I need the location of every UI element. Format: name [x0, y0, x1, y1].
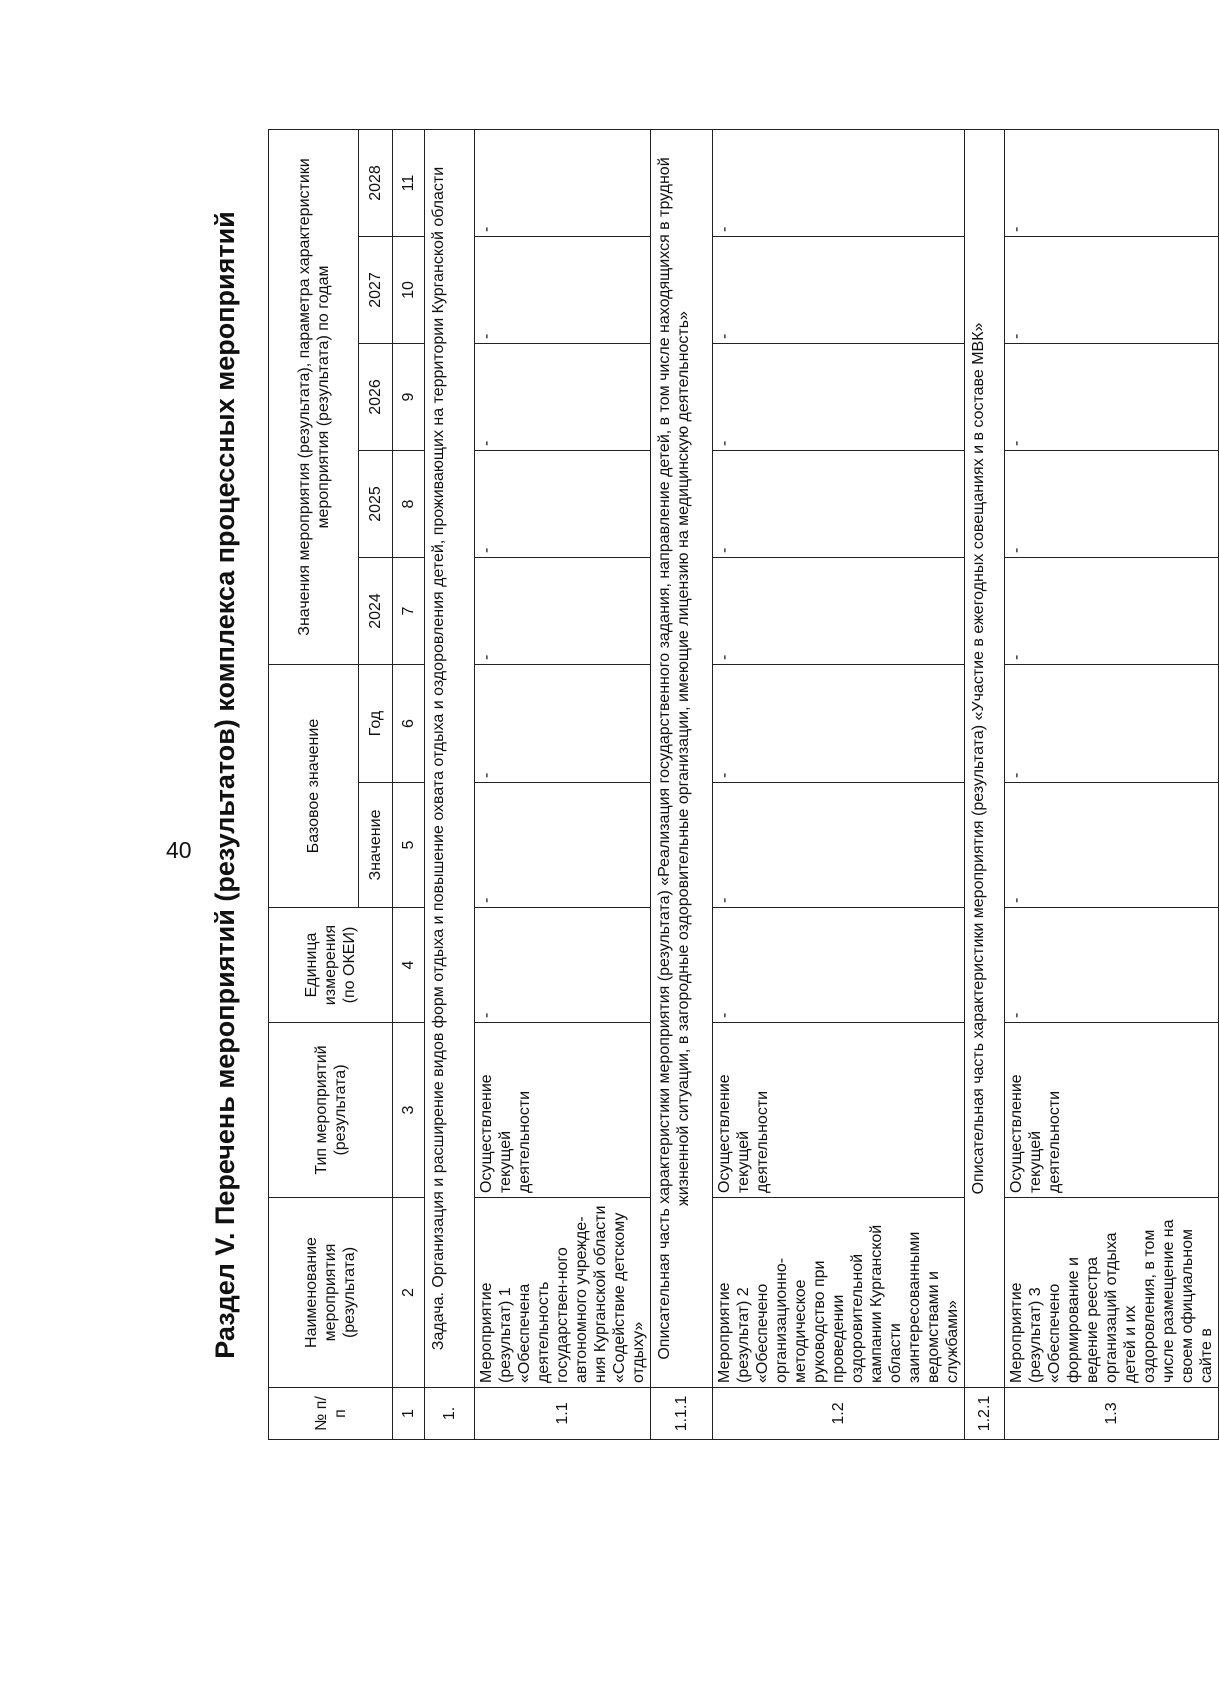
measure-name: Мероприятие (результат) 2 «Обеспечено организационно-методическое руководство при проведении оздоровительной кампании Курганской области заинтересованными ведомствами и службами»: [713, 1198, 965, 1388]
measures-table: [268, 129, 1219, 1440]
value-2026: -: [1005, 344, 1219, 451]
col-number: 2: [393, 1198, 425, 1388]
col-number: 4: [393, 908, 425, 1023]
base-value: -: [713, 783, 965, 908]
header-num: № п/п: [269, 1388, 393, 1440]
col-number: 11: [393, 130, 425, 237]
measure-type: Осуществление текущей деятельности: [1005, 1023, 1219, 1198]
value-2024: -: [475, 558, 651, 665]
value-2027: -: [475, 237, 651, 344]
col-number: 10: [393, 237, 425, 344]
description-row: [965, 130, 1005, 1440]
base-value: -: [475, 783, 651, 908]
col-number: 6: [393, 665, 425, 783]
description-text: Описательная часть характеристики мероприятия (результата) «Реализация государственного задания, направление детей, в том числе находящихся в трудной жизненной ситуации, в загородные оздоровительные организации, имеющие лицензию на медицинскую деятельность»: [651, 130, 713, 1388]
header-base-value: Значение: [359, 783, 393, 908]
value-2028: -: [1005, 130, 1219, 237]
table-row: [713, 130, 965, 1440]
row-number: 1.: [425, 1388, 475, 1440]
value-2026: -: [713, 344, 965, 451]
value-2024: -: [1005, 558, 1219, 665]
measure-name: Мероприятие (результат) 3 «Обеспечено формирование и ведение реестра организаций отдыха детей и их оздоровления, в том числе размещение на своем официальном сайте в: [1005, 1198, 1219, 1388]
measure-unit: -: [713, 908, 965, 1023]
task-text: Задача. Организация и расширение видов форм отдыха и повышение охвата отдыха и оздоровления детей, проживающих на территории Курганской области: [425, 130, 475, 1388]
header-base-year: Год: [359, 665, 393, 783]
header-values: Значения мероприятия (результата), параметра характеристики мероприятия (результата) по годам: [269, 130, 359, 665]
value-2027: -: [1005, 237, 1219, 344]
header-year: 2028: [359, 130, 393, 237]
header-type: Тип мероприятий (результата): [269, 1023, 393, 1198]
col-number: 9: [393, 344, 425, 451]
col-number: 7: [393, 558, 425, 665]
header-year: 2025: [359, 451, 393, 558]
section-title: Раздел V. Перечень мероприятий (результатов) комплекса процессных мероприятий: [210, 211, 240, 1359]
page-number: 40: [166, 837, 192, 863]
value-2025: -: [713, 451, 965, 558]
table-row: [475, 130, 651, 1440]
base-year: -: [713, 665, 965, 783]
measure-unit: -: [1005, 908, 1219, 1023]
base-value: -: [1005, 783, 1219, 908]
col-number: 3: [393, 1023, 425, 1198]
row-number: 1.2: [713, 1388, 965, 1440]
measure-name: Мероприятие (результат) 1 «Обеспечена деятельность государствен-ного автономного учрежде-ния Курганской области «Содействие детскому отдыху»: [475, 1198, 651, 1388]
base-year: -: [475, 665, 651, 783]
header-base: Базовое значение: [269, 665, 359, 908]
measure-type: Осуществление текущей деятельности: [475, 1023, 651, 1198]
column-number-row: [393, 130, 425, 1440]
measure-type: Осуществление текущей деятельности: [713, 1023, 965, 1198]
value-2027: -: [713, 237, 965, 344]
header-row: [269, 130, 359, 1440]
measure-unit: -: [475, 908, 651, 1023]
value-2024: -: [713, 558, 965, 665]
value-2028: -: [475, 130, 651, 237]
row-number: 1.3: [1005, 1388, 1219, 1440]
table-row: [1005, 130, 1219, 1440]
row-number: 1.2.1: [965, 1388, 1005, 1440]
task-row: [425, 130, 475, 1440]
value-2025: -: [1005, 451, 1219, 558]
row-number: 1.1.1: [651, 1388, 713, 1440]
col-number: 8: [393, 451, 425, 558]
header-name: Наименование мероприятия (результата): [269, 1198, 393, 1388]
header-year: 2024: [359, 558, 393, 665]
col-number: 1: [393, 1388, 425, 1440]
description-text: Описательная часть характеристики мероприятия (результата) «Участие в ежегодных совещаниях и в составе МВК»: [965, 130, 1005, 1388]
value-2026: -: [475, 344, 651, 451]
header-year: 2026: [359, 344, 393, 451]
rotated-page: [208, 0, 1215, 1440]
row-number: 1.1: [475, 1388, 651, 1440]
description-row: [651, 130, 713, 1440]
col-number: 5: [393, 783, 425, 908]
base-year: -: [1005, 665, 1219, 783]
value-2028: -: [713, 130, 965, 237]
header-unit: Единица измерения (по ОКЕИ): [269, 908, 393, 1023]
header-year: 2027: [359, 237, 393, 344]
value-2025: -: [475, 451, 651, 558]
